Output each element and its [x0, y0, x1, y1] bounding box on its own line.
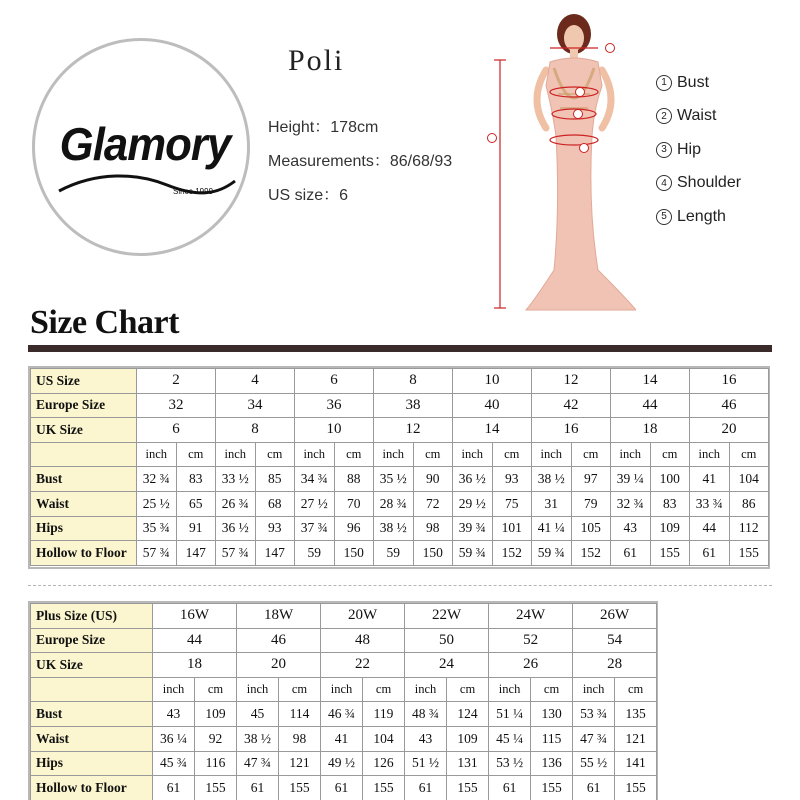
measurement-inch-cell: 59 ¾ [453, 541, 493, 566]
measurement-inch-cell: 57 ¾ [216, 541, 256, 566]
size-cell: 44 [611, 393, 690, 418]
measurement-cm-cell: 150 [413, 541, 453, 566]
size-cell: 16 [690, 369, 769, 394]
legend-number-badge: 3 [656, 142, 672, 158]
measurement-cm-cell: 68 [255, 491, 295, 516]
measurement-cm-cell: 98 [279, 726, 321, 751]
model-height-label: Height： [268, 119, 331, 136]
model-height [268, 114, 378, 137]
measurement-inch-cell: 53 ¾ [573, 702, 615, 727]
unit-cm-cell: cm [279, 677, 321, 702]
size-cell: 14 [453, 418, 532, 443]
section-divider [28, 585, 772, 586]
measurement-cm-cell: 79 [571, 491, 611, 516]
measurement-inch-cell: 61 [573, 776, 615, 800]
measurement-cm-cell: 112 [729, 516, 769, 541]
legend-number-badge: 5 [656, 209, 672, 225]
uk-size-row [31, 653, 657, 678]
measurement-inch-cell: 48 ¾ [405, 702, 447, 727]
size-cell: 2 [137, 369, 216, 394]
legend-label: Hip [677, 140, 702, 158]
unit-inch-cell: inch [573, 677, 615, 702]
measurement-inch-cell: 36 ¼ [153, 726, 195, 751]
model-us-size-label: US size： [268, 187, 340, 204]
measurement-cm-cell: 83 [650, 491, 690, 516]
size-cell: 40 [453, 393, 532, 418]
measurement-inch-cell: 41 [321, 726, 363, 751]
measurement-cm-cell: 75 [492, 491, 532, 516]
legend-number-badge: 1 [656, 75, 672, 91]
measurement-inch-cell: 31 [532, 491, 572, 516]
measurement-cm-cell: 109 [650, 516, 690, 541]
legend-item-waist [656, 100, 741, 134]
measurement-cm-cell: 147 [255, 541, 295, 566]
measurement-cm-cell: 114 [279, 702, 321, 727]
measurement-cm-cell: 130 [531, 702, 573, 727]
unit-cm-cell: cm [571, 442, 611, 467]
measurement-cm-cell: 86 [729, 491, 769, 516]
size-cell: 6 [137, 418, 216, 443]
measurement-inch-cell: 59 [374, 541, 414, 566]
size-cell: 24W [489, 604, 573, 629]
model-us-size-value: 6 [339, 187, 349, 204]
measurement-inch-cell: 35 ½ [374, 467, 414, 492]
measurement-cm-cell: 109 [195, 702, 237, 727]
unit-cm-cell: cm [447, 677, 489, 702]
dress-measurement-figure [486, 8, 636, 314]
measurement-inch-cell: 61 [237, 776, 279, 800]
size-cell: 46 [237, 628, 321, 653]
model-measurements-value: 86/68/93 [389, 153, 453, 170]
model-measurements [268, 148, 452, 171]
measurement-cm-cell: 155 [363, 776, 405, 800]
measurement-inch-cell: 45 ¾ [153, 751, 195, 776]
measurement-cm-cell: 152 [571, 541, 611, 566]
measurement-cm-cell: 155 [729, 541, 769, 566]
measurement-inch-cell: 37 ¾ [295, 516, 335, 541]
size-cell: 24 [405, 653, 489, 678]
measurement-inch-cell: 43 [153, 702, 195, 727]
unit-inch-cell: inch [532, 442, 572, 467]
measurement-cm-cell: 155 [650, 541, 690, 566]
measurement-inch-cell: 45 [237, 702, 279, 727]
measurement-cm-cell: 147 [176, 541, 216, 566]
measurement-inch-cell: 61 [153, 776, 195, 800]
measurement-cm-cell: 100 [650, 467, 690, 492]
measurement-inch-cell: 47 ¾ [237, 751, 279, 776]
measurement-inch-cell: 36 ½ [216, 516, 256, 541]
size-cell: 46 [690, 393, 769, 418]
legend-item-bust [656, 66, 741, 100]
measurement-inch-cell: 61 [321, 776, 363, 800]
measurement-row-bust [31, 702, 657, 727]
measurement-cm-cell: 150 [334, 541, 374, 566]
measurement-inch-cell: 28 ¾ [374, 491, 414, 516]
unit-inch-cell: inch [295, 442, 335, 467]
measurement-cm-cell: 90 [413, 467, 453, 492]
size-cell: 42 [532, 393, 611, 418]
legend-label: Waist [677, 107, 717, 125]
size-cell: 28 [573, 653, 657, 678]
size-cell: 26 [489, 653, 573, 678]
model-measurements-label: Measurements： [268, 153, 390, 170]
measurement-legend [656, 66, 741, 234]
us-size-row [31, 604, 657, 629]
measurement-cm-cell: 101 [492, 516, 532, 541]
measurement-inch-cell: 38 ½ [532, 467, 572, 492]
unit-cm-cell: cm [176, 442, 216, 467]
measurement-cm-cell: 136 [531, 751, 573, 776]
measurement-cm-cell: 97 [571, 467, 611, 492]
measurement-inch-cell: 43 [611, 516, 651, 541]
size-cell: 16W [153, 604, 237, 629]
measurement-row-hips [31, 751, 657, 776]
measurement-cm-cell: 98 [413, 516, 453, 541]
unit-inch-cell: inch [237, 677, 279, 702]
measurement-cm-cell: 155 [195, 776, 237, 800]
size-cell: 18 [611, 418, 690, 443]
unit-row-label [31, 442, 137, 467]
measurement-inch-cell: 61 [489, 776, 531, 800]
measurement-inch-cell: 33 ½ [216, 467, 256, 492]
size-cell: 32 [137, 393, 216, 418]
measurement-cm-cell: 152 [492, 541, 532, 566]
measurement-inch-cell: 59 ¾ [532, 541, 572, 566]
measurement-inch-cell: 33 ¾ [690, 491, 730, 516]
size-cell: 10 [295, 418, 374, 443]
measurement-cm-cell: 93 [492, 467, 532, 492]
measurement-cm-cell: 70 [334, 491, 374, 516]
europe-size-row-label: Europe Size [31, 393, 137, 418]
unit-inch-cell: inch [489, 677, 531, 702]
unit-cm-cell: cm [729, 442, 769, 467]
measurement-cm-cell: 104 [363, 726, 405, 751]
measurement-cm-cell: 141 [615, 751, 657, 776]
unit-row [31, 677, 657, 702]
legend-number-badge: 2 [656, 108, 672, 124]
size-cell: 38 [374, 393, 453, 418]
measurement-cm-cell: 65 [176, 491, 216, 516]
brand-logo-text: Glamory [59, 118, 231, 170]
measurement-cm-cell: 116 [195, 751, 237, 776]
size-cell: 26W [573, 604, 657, 629]
measurement-inch-cell: 38 ½ [374, 516, 414, 541]
standard-size-table [30, 368, 769, 566]
measurement-inch-cell: 55 ½ [573, 751, 615, 776]
size-cell: 16 [532, 418, 611, 443]
europe-size-row [31, 393, 769, 418]
measurement-label: Waist [31, 491, 137, 516]
measurement-inch-cell: 27 ½ [295, 491, 335, 516]
measurement-cm-cell: 109 [447, 726, 489, 751]
measurement-inch-cell: 29 ½ [453, 491, 493, 516]
unit-inch-cell: inch [453, 442, 493, 467]
measurement-label: Hollow to Floor [31, 541, 137, 566]
measurement-cm-cell: 155 [279, 776, 321, 800]
europe-size-row-label: Europe Size [31, 628, 153, 653]
measurement-inch-cell: 25 ½ [137, 491, 177, 516]
unit-cm-cell: cm [363, 677, 405, 702]
measurement-cm-cell: 124 [447, 702, 489, 727]
measurement-cm-cell: 155 [447, 776, 489, 800]
measurement-inch-cell: 38 ½ [237, 726, 279, 751]
size-cell: 18W [237, 604, 321, 629]
measurement-inch-cell: 43 [405, 726, 447, 751]
unit-row-label [31, 677, 153, 702]
measurement-label: Bust [31, 467, 137, 492]
title-divider-bar [28, 345, 772, 352]
size-cell: 22 [321, 653, 405, 678]
measurement-cm-cell: 135 [615, 702, 657, 727]
size-cell: 14 [611, 369, 690, 394]
unit-inch-cell: inch [405, 677, 447, 702]
model-name: Poli [288, 44, 345, 77]
size-cell: 34 [216, 393, 295, 418]
measurement-inch-cell: 45 ¼ [489, 726, 531, 751]
model-us-size [268, 182, 348, 205]
uk-size-row-label: UK Size [31, 653, 153, 678]
measurement-inch-cell: 61 [611, 541, 651, 566]
unit-cm-cell: cm [195, 677, 237, 702]
size-cell: 22W [405, 604, 489, 629]
unit-cm-cell: cm [413, 442, 453, 467]
measurement-inch-cell: 44 [690, 516, 730, 541]
size-cell: 12 [374, 418, 453, 443]
us-size-row-label: US Size [31, 369, 137, 394]
measurement-label: Bust [31, 702, 153, 727]
size-cell: 54 [573, 628, 657, 653]
unit-row [31, 442, 769, 467]
size-cell: 20W [321, 604, 405, 629]
plus-size-table [30, 603, 657, 800]
measurement-inch-cell: 34 ¾ [295, 467, 335, 492]
unit-cm-cell: cm [492, 442, 532, 467]
size-cell: 6 [295, 369, 374, 394]
size-cell: 20 [690, 418, 769, 443]
legend-label: Length [677, 207, 726, 225]
uk-size-row-label: UK Size [31, 418, 137, 443]
us-size-row [31, 369, 769, 394]
size-cell: 36 [295, 393, 374, 418]
measurement-inch-cell: 32 ¾ [137, 467, 177, 492]
measurement-inch-cell: 46 ¾ [321, 702, 363, 727]
legend-label: Bust [677, 73, 710, 91]
measurement-cm-cell: 131 [447, 751, 489, 776]
measurement-inch-cell: 51 ½ [405, 751, 447, 776]
measurement-cm-cell: 83 [176, 467, 216, 492]
size-cell: 20 [237, 653, 321, 678]
measurement-cm-cell: 155 [615, 776, 657, 800]
measurement-label: Hips [31, 751, 153, 776]
legend-item-length [656, 200, 741, 234]
size-cell: 18 [153, 653, 237, 678]
measurement-inch-cell: 32 ¾ [611, 491, 651, 516]
size-cell: 50 [405, 628, 489, 653]
unit-cm-cell: cm [650, 442, 690, 467]
measurement-cm-cell: 126 [363, 751, 405, 776]
measurement-cm-cell: 121 [279, 751, 321, 776]
measurement-cm-cell: 119 [363, 702, 405, 727]
unit-inch-cell: inch [137, 442, 177, 467]
size-cell: 8 [216, 418, 295, 443]
measurement-cm-cell: 88 [334, 467, 374, 492]
legend-label: Shoulder [677, 174, 742, 192]
size-cell: 12 [532, 369, 611, 394]
measurement-inch-cell: 49 ½ [321, 751, 363, 776]
measurement-row-waist [31, 726, 657, 751]
measurement-cm-cell: 121 [615, 726, 657, 751]
measurement-inch-cell: 47 ¾ [573, 726, 615, 751]
unit-cm-cell: cm [615, 677, 657, 702]
measurement-cm-cell: 93 [255, 516, 295, 541]
uk-size-row [31, 418, 769, 443]
unit-cm-cell: cm [255, 442, 295, 467]
measurement-cm-cell: 92 [195, 726, 237, 751]
measurement-inch-cell: 59 [295, 541, 335, 566]
measurement-inch-cell: 61 [690, 541, 730, 566]
legend-number-badge: 4 [656, 175, 672, 191]
size-chart-title: Size Chart [30, 304, 179, 341]
size-cell: 52 [489, 628, 573, 653]
measurement-label: Hollow to Floor [31, 776, 153, 800]
measurement-cm-cell: 85 [255, 467, 295, 492]
measurement-inch-cell: 36 ½ [453, 467, 493, 492]
model-height-value: 178cm [330, 119, 379, 136]
unit-inch-cell: inch [216, 442, 256, 467]
us-size-row-label: Plus Size (US) [31, 604, 153, 629]
size-cell: 48 [321, 628, 405, 653]
measurement-cm-cell: 105 [571, 516, 611, 541]
measurement-inch-cell: 61 [405, 776, 447, 800]
model-face-shape [564, 25, 584, 51]
measurement-cm-cell: 104 [729, 467, 769, 492]
measurement-inch-cell: 39 ¼ [611, 467, 651, 492]
unit-inch-cell: inch [611, 442, 651, 467]
measurement-row-bust [31, 467, 769, 492]
measurement-cm-cell: 72 [413, 491, 453, 516]
measurement-row-hollow-to-floor [31, 776, 657, 800]
measurement-label: Hips [31, 516, 137, 541]
measurement-cm-cell: 91 [176, 516, 216, 541]
unit-cm-cell: cm [531, 677, 573, 702]
size-cell: 4 [216, 369, 295, 394]
unit-cm-cell: cm [334, 442, 374, 467]
measurement-row-hollow-to-floor [31, 541, 769, 566]
measurement-row-waist [31, 491, 769, 516]
unit-inch-cell: inch [321, 677, 363, 702]
unit-inch-cell: inch [374, 442, 414, 467]
brand-since-text: Since 1999 [173, 187, 214, 196]
legend-item-hip [656, 133, 741, 167]
size-cell: 44 [153, 628, 237, 653]
measurement-inch-cell: 39 ¾ [453, 516, 493, 541]
europe-size-row [31, 628, 657, 653]
size-cell: 8 [374, 369, 453, 394]
measurement-cm-cell: 155 [531, 776, 573, 800]
legend-item-shoulder [656, 167, 741, 201]
unit-inch-cell: inch [153, 677, 195, 702]
measurement-inch-cell: 51 ¼ [489, 702, 531, 727]
unit-inch-cell: inch [690, 442, 730, 467]
measurement-inch-cell: 41 [690, 467, 730, 492]
measurement-inch-cell: 57 ¾ [137, 541, 177, 566]
brand-logo [32, 38, 250, 256]
measurement-cm-cell: 96 [334, 516, 374, 541]
measurement-inch-cell: 26 ¾ [216, 491, 256, 516]
measurement-cm-cell: 115 [531, 726, 573, 751]
measurement-inch-cell: 53 ½ [489, 751, 531, 776]
measurement-inch-cell: 41 ¼ [532, 516, 572, 541]
measurement-label: Waist [31, 726, 153, 751]
size-cell: 10 [453, 369, 532, 394]
measurement-inch-cell: 35 ¾ [137, 516, 177, 541]
measurement-row-hips [31, 516, 769, 541]
